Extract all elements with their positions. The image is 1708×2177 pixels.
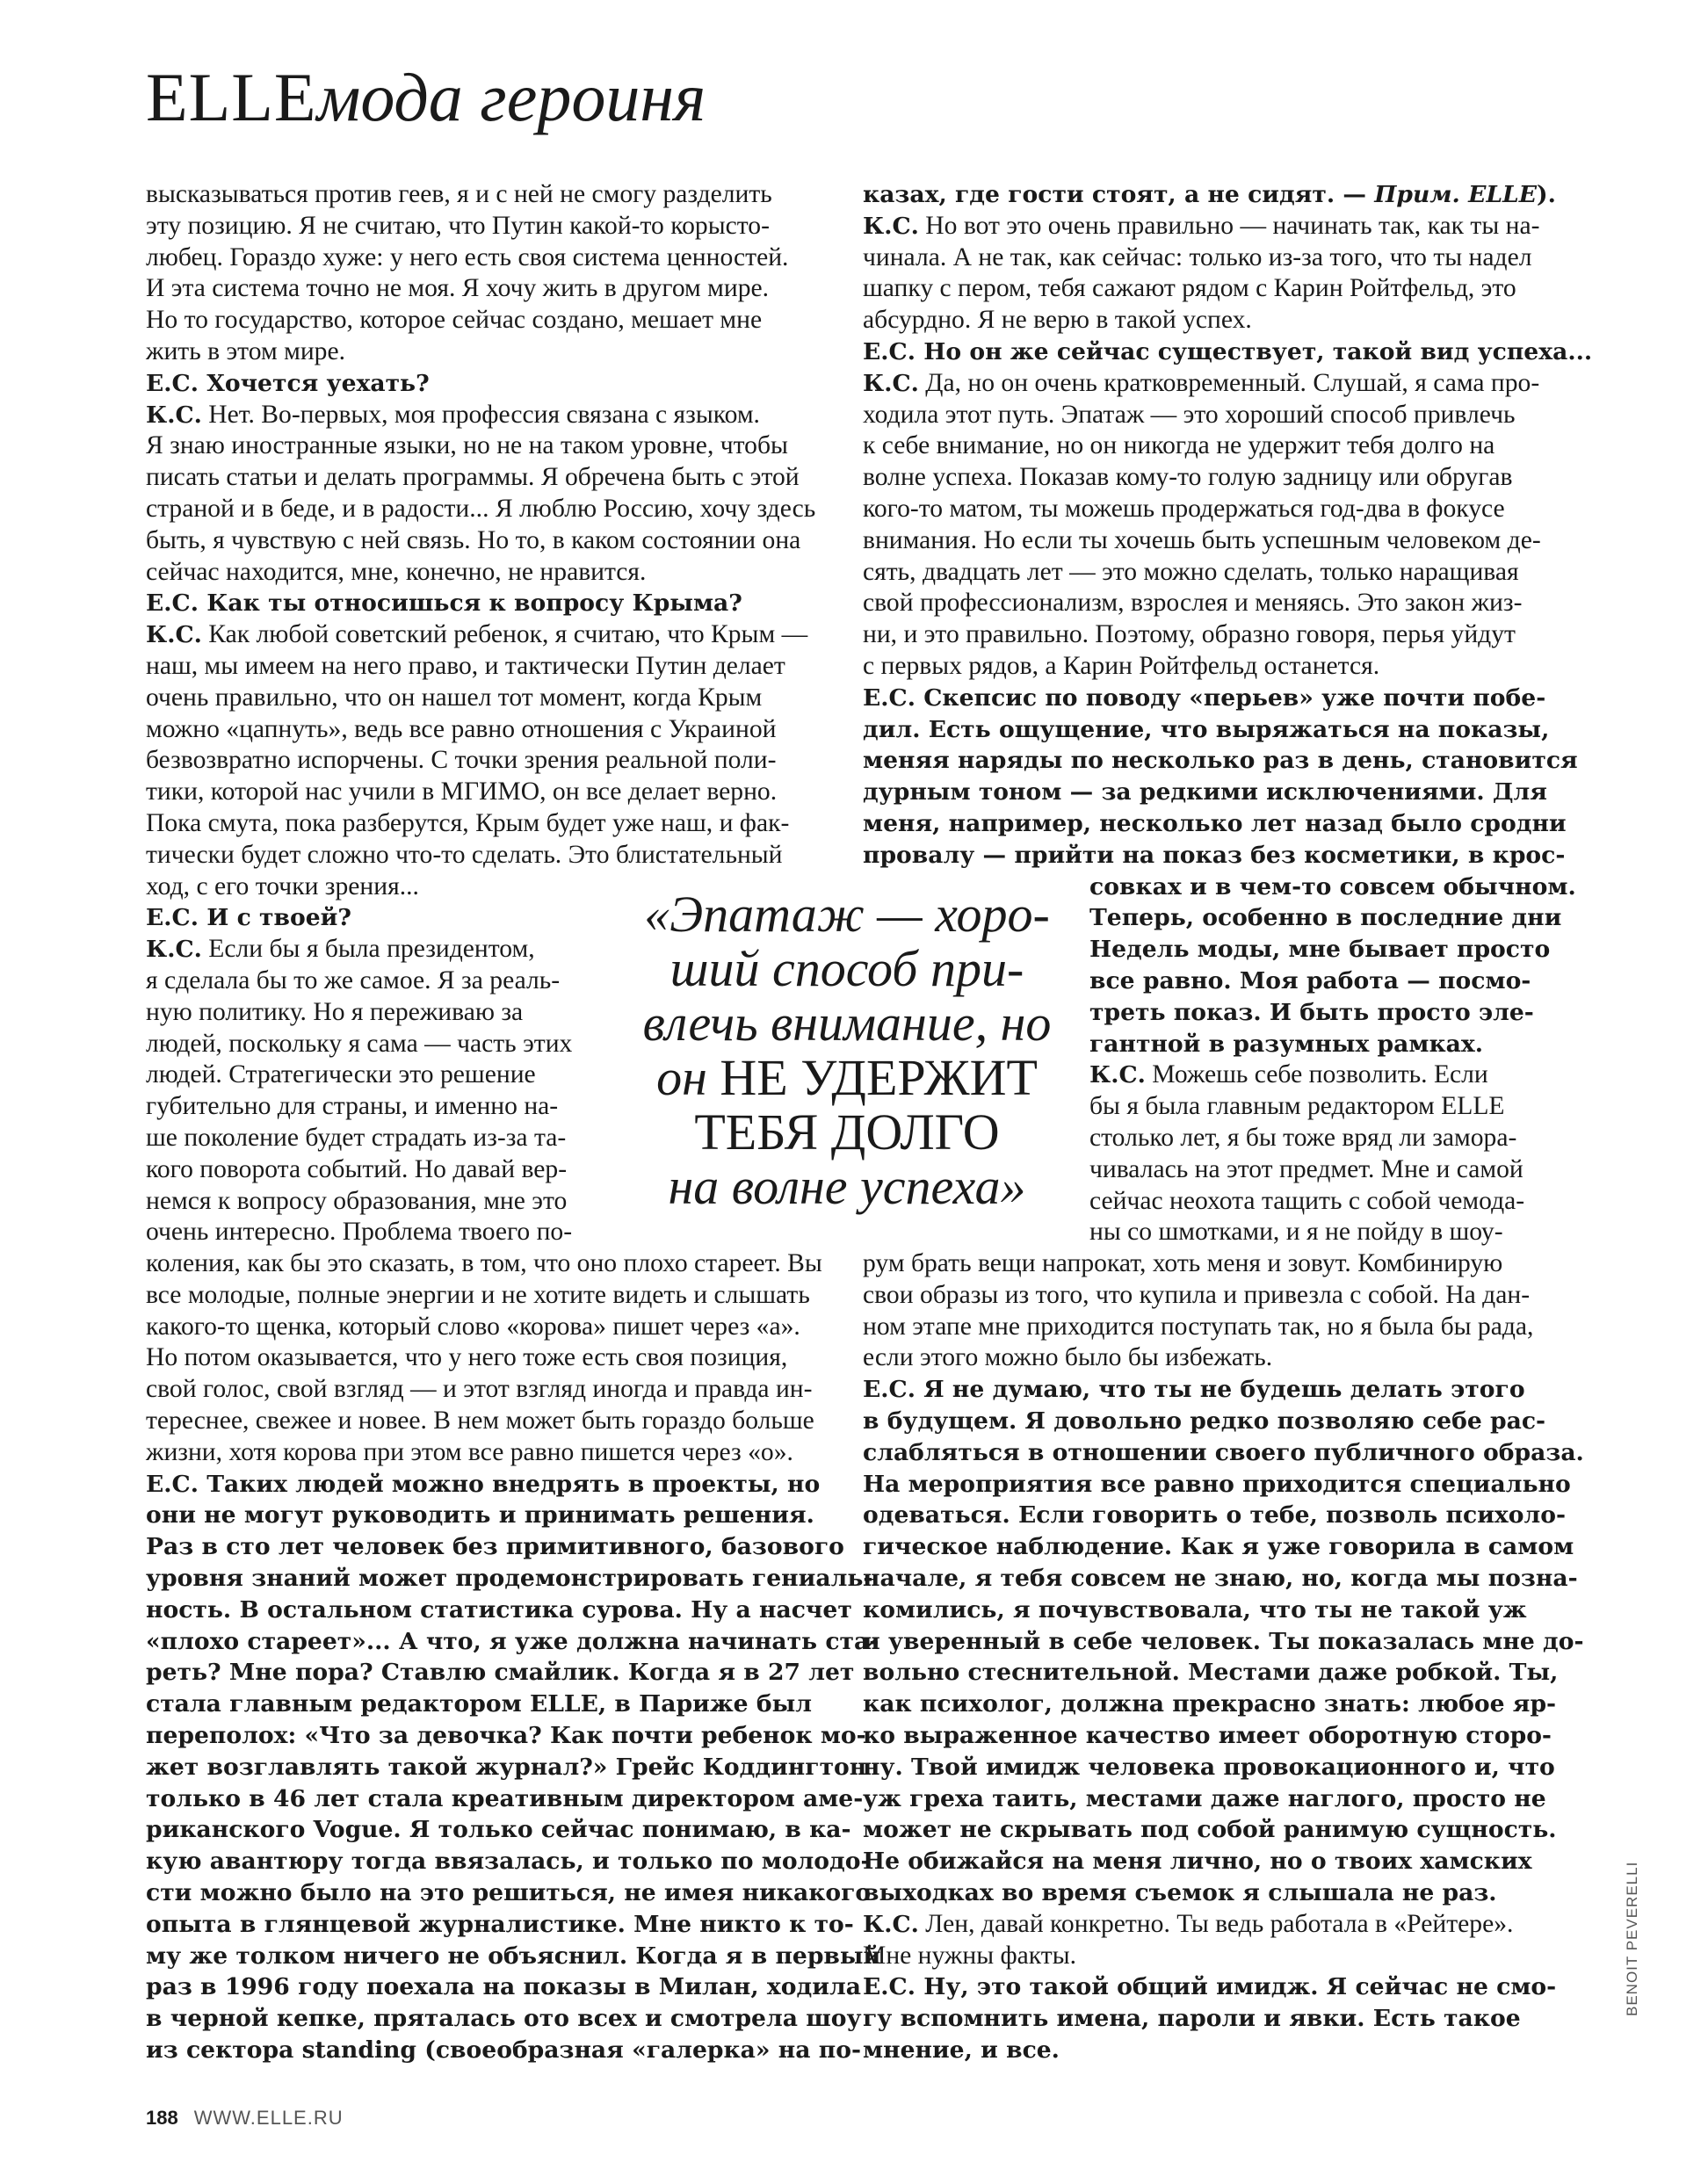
line-text: кого-то матом, ты можешь продержаться год-два в фокусе	[863, 494, 1505, 523]
line-text: опыта в глянцевой журналистике. Мне никто к то-	[146, 1910, 854, 1938]
line-text: Раз в сто лет человек без примитивного, базового	[146, 1533, 844, 1561]
line-text: ход, с его точки зрения...	[146, 872, 419, 900]
line-text: шапку с пером, тебя сажают рядом с Карин Ройтфельд, это	[863, 274, 1516, 303]
text-line	[146, 1846, 871, 1877]
line-text: бы я была главным редактором ELLE	[1089, 1092, 1505, 1121]
reply-text: Можешь себе позволить. Если	[1145, 1060, 1488, 1089]
line-text: Но потом оказывается, что у него тоже есть своя позиция,	[146, 1343, 788, 1372]
line-text: Недель моды, мне бывает просто	[1089, 936, 1551, 964]
text-line	[146, 1563, 873, 1595]
text-line	[863, 1626, 1584, 1658]
text-line	[863, 651, 1566, 683]
text-line	[863, 462, 1566, 494]
text-line	[146, 588, 840, 619]
line-text: гантной в разумных рамках.	[1089, 1030, 1484, 1058]
line-text: немся к вопросу образования, мне это	[146, 1186, 568, 1215]
text-line	[146, 1941, 881, 1972]
text-line	[863, 1374, 1566, 1406]
line-text: Мне нужны факты.	[863, 1941, 1077, 1970]
text-line	[146, 494, 840, 525]
line-text: риканского Vogue. Я только сейчас понимаю, в ка-	[146, 1816, 851, 1844]
line-text: мнение, и все.	[863, 2036, 1060, 2065]
line-text: внимания. Но если ты хочешь быть успешным человеком де-	[863, 525, 1541, 554]
text-line	[146, 1280, 840, 1312]
line-text: слабляться в отношении своего публичного образа.	[863, 1438, 1584, 1466]
speaker-label: К.С.	[146, 621, 202, 649]
text-line	[146, 619, 840, 651]
text-line	[863, 273, 1566, 305]
text-line	[146, 1500, 840, 1531]
line-text: реть? Мне пора? Ставлю смайлик. Когда я в 27 лет	[146, 1659, 855, 1687]
line-text: ше поколение будет страдать из-за та-	[146, 1123, 567, 1152]
line-text: Е.С. Скепсис по поводу «перьев» уже почти побе-	[863, 683, 1546, 712]
editor-note: Прим. ELLE	[1374, 181, 1538, 208]
line-text: переполох: «Что за девочка? Как почти ребенок мо-	[146, 1722, 866, 1750]
line-text: к себе внимание, но он никогда не удержит тебя долго на	[863, 431, 1495, 460]
line-text: Е.С. Ну, это такой общий имидж. Я сейчас не смо-	[863, 1973, 1557, 2001]
text-line	[146, 1217, 840, 1248]
line-text: чинала. А не так, как сейчас: только из-за того, что ты надел	[863, 242, 1532, 271]
line-text: людей, поскольку я сама — часть этих	[146, 1029, 573, 1058]
text-line	[863, 714, 1566, 746]
line-text: Е.С. Таких людей можно внедрять в проекты, но	[146, 1470, 821, 1498]
line-text: ко выраженное качество имеет оборотную сторо-	[863, 1722, 1552, 1750]
text-line	[146, 273, 840, 305]
line-text: раз в 1996 году поехала на показы в Милан, ходила	[146, 1973, 861, 2001]
line-text: уровня знаний может продемонстрировать гениаль-	[146, 1565, 873, 1593]
brand-logo: ELLE	[146, 59, 317, 135]
text-line	[146, 368, 840, 400]
line-text: Е.С. И с твоей?	[146, 904, 351, 932]
line-text: эту позицию. Я не считаю, что Путин какой-то корысто-	[146, 211, 770, 240]
line-text: дурным тоном — за редкими исключениями. Для	[863, 778, 1547, 806]
line-text: Е.С. Хочется уехать?	[146, 369, 430, 397]
line-text: кую авантюру тогда ввязалась, и только по молодо-	[146, 1848, 871, 1876]
reply-text: Нет. Во-первых, моя профессия связана с языком.	[201, 400, 760, 429]
text-line	[146, 305, 840, 336]
text-line	[146, 1406, 840, 1437]
line-text: одеваться. Если говорить о тебе, позволь психоло-	[863, 1501, 1567, 1530]
speaker-label: К.С.	[1089, 1061, 1146, 1089]
line-text: гу вспомнить имена, пароли и явки. Есть такое	[863, 2005, 1521, 2033]
line-text: И эта система точно не моя. Я хочу жить в другом мире.	[146, 274, 770, 303]
text-line	[863, 1657, 1566, 1689]
line-text: можно «цапнуть», ведь все равно отношения с Украиной	[146, 714, 777, 743]
text-line	[863, 557, 1566, 589]
text-line	[863, 336, 1593, 368]
text-line	[146, 211, 840, 242]
line-text: меня, например, несколько лет назад было сродни	[863, 809, 1567, 837]
text-line	[146, 683, 840, 714]
text-line	[863, 1280, 1566, 1312]
quote-line: на волне успеха»	[668, 1158, 1026, 1215]
line-text: ну. Твой имидж человека провокационного и, что	[863, 1753, 1555, 1781]
line-text: жизни, хотя корова при этом все равно пишется через «о».	[146, 1437, 793, 1466]
line-text: комились, я почувствовала, что ты не такой уж	[863, 1595, 1527, 1624]
line-text: они не могут руководить и принимать решения.	[146, 1501, 814, 1530]
text-line	[146, 1342, 840, 1374]
line-text: с первых рядов, а Карин Ройтфельд останется.	[863, 651, 1380, 680]
line-text: только в 46 лет стала креативным директором аме-	[146, 1784, 864, 1812]
page-footer	[146, 2107, 344, 2130]
line-text: тереснее, свежее и новее. В нем может быть гораздо больше	[146, 1407, 814, 1436]
text-line	[863, 683, 1566, 714]
line-text: все равно. Моя работа — посмо-	[1089, 966, 1531, 994]
reply-text: Да, но он очень кратковременный. Слушай, я сама про-	[918, 368, 1540, 397]
magazine-header	[146, 58, 706, 137]
text-line	[863, 1752, 1566, 1783]
text-line	[146, 1689, 840, 1720]
text-line	[146, 745, 840, 777]
line-text: уж греха таить, местами даже наглого, просто не	[863, 1784, 1546, 1812]
text-line	[146, 1595, 852, 1626]
text-line	[863, 1342, 1566, 1374]
text-line	[863, 211, 1566, 242]
line-text: На мероприятия все равно приходится специально	[863, 1470, 1571, 1498]
line-text: свои образы из того, что купила и привезла с собой. На дан-	[863, 1280, 1531, 1309]
line-text: ны со шмотками, и я не пойду в шоу-	[1089, 1218, 1503, 1247]
text-line	[863, 840, 1566, 872]
text-line	[863, 179, 1566, 211]
text-line	[863, 1909, 1566, 1941]
page-number: 188	[146, 2107, 178, 2129]
line-text: стала главным редактором ELLE, в Париже был	[146, 1690, 812, 1718]
line-text: свой голос, свой взгляд — и этот взгляд иногда и правда ин-	[146, 1375, 813, 1404]
line-text: страной и в беде, и в радости... Я люблю Россию, хочу здесь	[146, 494, 816, 523]
text-line	[863, 2003, 1566, 2035]
speaker-label: К.С.	[863, 212, 919, 240]
line-text: гическое наблюдение. Как я уже говорила в самом	[863, 1533, 1574, 1561]
line-text: сять, двадцать лет — это можно сделать, только наращивая	[863, 557, 1519, 586]
line-text: писать статьи и делать программы. Я обречена быть с этой	[146, 463, 800, 492]
text-line	[146, 1312, 840, 1343]
quote-line: ТЕБЯ ДОЛГО	[694, 1103, 1000, 1161]
line-text: ни, и это правильно. Поэтому, образно говоря, перья уйдут	[863, 620, 1516, 649]
reply-text: Но вот это очень правильно — начинать так, как ты на-	[918, 211, 1540, 240]
text-line	[146, 1626, 879, 1658]
line-text: и уверенный в себе человек. Ты показалась мне до-	[863, 1627, 1584, 1655]
text-line	[863, 745, 1578, 777]
text-line	[146, 651, 840, 683]
quote-line: влечь внимание, но	[642, 994, 1052, 1052]
text-line	[146, 2003, 862, 2035]
text-line	[146, 1437, 840, 1469]
line-text: очень интересно. Проблема твоего по-	[146, 1218, 573, 1247]
line-text: начале, я тебя совсем не знаю, но, когда мы позна-	[863, 1565, 1578, 1593]
reply-text: Если бы я была президентом,	[201, 935, 535, 964]
line-text: столько лет, я бы тоже вряд ли замора-	[1089, 1123, 1517, 1152]
line-text: волне успеха. Показав кому-то голую задницу или обругав	[863, 463, 1513, 492]
line-text: быть, я чувствую с ней связь. Но то, в каком состоянии она	[146, 525, 801, 554]
text-line	[863, 1720, 1566, 1752]
text-line	[146, 1531, 844, 1563]
speaker-label: К.С.	[146, 936, 202, 964]
line-text: все молодые, полные энергии и не хотите видеть и слышать	[146, 1280, 810, 1309]
line-text: любец. Гораздо хуже: у него есть своя система ценностей.	[146, 242, 789, 271]
line-text: может не скрывать под собой ранимую сущность.	[863, 1816, 1557, 1844]
site-url: WWW.ELLE.RU	[193, 2107, 344, 2129]
text-line	[146, 1374, 840, 1406]
line-text: в черной кепке, пряталась ото всех и смотрела шоу	[146, 2005, 862, 2033]
section-title: мода героиня	[316, 59, 706, 135]
line-tail: ).	[1537, 181, 1556, 208]
line-text: Пока смута, пока разберутся, Крым будет уже наш, и фак-	[146, 808, 790, 837]
line-text: сейчас неохота тащить с собой чемода-	[1089, 1186, 1525, 1215]
text-line	[863, 777, 1566, 808]
text-line	[863, 588, 1566, 619]
text-line	[863, 1406, 1566, 1437]
text-line	[146, 179, 840, 211]
line-text: как психолог, должна прекрасно знать: любое яр-	[863, 1690, 1557, 1718]
photo-credit: BENOIT PEVERELLI	[1624, 1861, 1640, 2016]
line-text: безвозвратно испорчены. С точки зрения реальной поли-	[146, 746, 777, 775]
pull-quote	[610, 887, 1084, 1214]
text-line	[146, 462, 840, 494]
line-text: какого-то щенка, который слово «корова» пишет через «а».	[146, 1312, 800, 1341]
line-text: сейчас находится, мне, конечно, не нравится.	[146, 557, 647, 586]
text-line	[863, 525, 1566, 557]
text-line	[146, 840, 840, 872]
text-line	[863, 400, 1566, 431]
text-line	[146, 1877, 872, 1909]
line-text: людей. Стратегически это решение	[146, 1060, 536, 1089]
line-text: дил. Есть ощущение, что выряжаться на показы,	[863, 715, 1550, 743]
text-line	[863, 1877, 1566, 1909]
text-line	[146, 2035, 861, 2066]
text-line	[863, 368, 1566, 400]
text-line	[863, 1217, 1566, 1248]
text-line	[863, 2035, 1566, 2066]
text-line	[863, 1563, 1578, 1595]
reply-text: Как любой советский ребенок, я считаю, что Крым —	[201, 620, 808, 649]
text-line	[146, 1657, 855, 1689]
text-line	[146, 808, 840, 840]
line-text: свой профессионализм, взрослея и меняясь. Это закон жиз-	[863, 589, 1523, 618]
text-line	[146, 1783, 864, 1815]
line-text: провалу — прийти на показ без косметики, в крос-	[863, 841, 1566, 869]
line-text: треть показ. И быть просто эле-	[1089, 998, 1534, 1026]
speaker-label: К.С.	[863, 369, 919, 397]
line-text: жить в этом мире.	[146, 336, 345, 365]
text-line	[146, 557, 840, 589]
line-text: меняя наряды по несколько раз в день, становится	[863, 747, 1578, 775]
line-text: Но то государство, которое сейчас создано, мешает мне	[146, 306, 763, 335]
line-text: коления, как бы это сказать, в том, что оно плохо стареет. Вы	[146, 1249, 822, 1278]
line-text: му же толком ничего не объяснил. Когда я в первый	[146, 1942, 881, 1970]
text-line	[863, 1469, 1571, 1501]
text-line	[863, 808, 1566, 840]
text-line	[863, 1500, 1566, 1531]
line-text: Е.С. Но он же сейчас существует, такой вид успеха...	[863, 337, 1593, 365]
text-line	[146, 400, 840, 431]
line-text: ную политику. Но я переживаю за	[146, 997, 524, 1026]
text-line	[146, 430, 840, 462]
line-text: абсурдно. Я не верю в такой успех.	[863, 306, 1252, 335]
text-line	[863, 1595, 1566, 1626]
line-text: ходила этот путь. Эпатаж — это хороший способ привлечь	[863, 400, 1516, 429]
line-text: тически будет сложно что-то сделать. Это блистательный	[146, 840, 783, 869]
text-line	[863, 619, 1566, 651]
quote-line: «Эпатаж — хоро-	[644, 886, 1050, 943]
line-text: Я знаю иностранные языки, но не на таком уровне, чтобы	[146, 431, 788, 460]
text-line	[146, 1720, 866, 1752]
text-line	[146, 1971, 861, 2003]
speaker-label: К.С.	[863, 1910, 919, 1938]
text-line	[863, 305, 1566, 336]
text-line	[146, 714, 840, 746]
line-text: вольно стеснительной. Местами даже робкой. Ты,	[863, 1659, 1559, 1687]
line-text: жет возглавлять такой журнал?» Грейс Коддингтон	[146, 1753, 867, 1781]
text-line	[863, 1814, 1566, 1846]
reply-text: Лен, давай конкретно. Ты ведь работала в «Рейтере».	[918, 1909, 1514, 1938]
line-text: совках и в чем-то совсем обычном.	[1089, 872, 1576, 900]
text-line	[863, 1941, 1566, 1972]
line-text: казах, где гости стоят, а не сидят. —	[863, 181, 1375, 208]
text-line	[863, 1846, 1566, 1877]
line-text: ность. В остальном статистика сурова. Ну а насчет	[146, 1595, 852, 1624]
text-line	[863, 1312, 1566, 1343]
text-line	[146, 1469, 840, 1501]
line-text: высказываться против геев, я и с ней не смогу разделить	[146, 180, 772, 208]
text-line	[146, 777, 840, 808]
line-text: рум брать вещи напрокат, хоть меня и зовут. Комбинирую	[863, 1249, 1503, 1278]
text-line	[863, 242, 1566, 274]
quote-line: он НЕ УДЕРЖИТ	[656, 1049, 1038, 1106]
line-text: Е.С. Как ты относишься к вопросу Крыма?	[146, 589, 742, 618]
text-line	[146, 1814, 851, 1846]
line-text: «плохо стареет»... А что, я уже должна начинать ста-	[146, 1627, 879, 1655]
text-line	[863, 430, 1566, 462]
text-line	[863, 1971, 1566, 2003]
text-line	[863, 1783, 1566, 1815]
line-text: если этого можно было бы избежать.	[863, 1343, 1273, 1372]
line-text: очень правильно, что он нашел тот момент, когда Крым	[146, 683, 763, 712]
line-text: кого поворота событий. Но давай вер-	[146, 1154, 568, 1183]
line-text: ном этапе мне приходится поступать так, но я была бы рада,	[863, 1312, 1534, 1341]
line-text: Теперь, особенно в последние дни	[1089, 904, 1562, 932]
text-line	[863, 1689, 1566, 1720]
line-text: Не обижайся на меня лично, но о твоих хамских	[863, 1848, 1532, 1876]
text-line	[863, 1531, 1574, 1563]
text-line	[863, 1437, 1584, 1469]
line-text: губительно для страны, и именно на-	[146, 1092, 559, 1121]
line-text: из сектора standing (своеобразная «галерка» на по-	[146, 2036, 861, 2065]
speaker-label: К.С.	[146, 401, 202, 429]
text-line	[146, 1752, 867, 1783]
line-text: сти можно было на это решиться, не имея никакого	[146, 1879, 872, 1907]
text-line	[146, 242, 840, 274]
text-line	[146, 336, 840, 368]
text-line	[146, 1248, 840, 1280]
line-text: в будущем. Я довольно редко позволяю себе рас-	[863, 1407, 1546, 1436]
line-text: я сделала бы то же самое. Я за реаль-	[146, 966, 561, 994]
line-text: тики, которой нас учили в МГИМО, он все делает верно.	[146, 778, 778, 806]
line-text: выходках во время съемок я слышала не раз.	[863, 1879, 1497, 1907]
quote-line: ший способ при-	[669, 940, 1024, 997]
text-line	[863, 1248, 1566, 1280]
line-text: наш, мы имеем на него право, и тактически Путин делает	[146, 651, 785, 680]
text-line	[146, 525, 840, 557]
text-line	[863, 494, 1566, 525]
text-line	[146, 1909, 854, 1941]
line-text: Е.С. Я не думаю, что ты не будешь делать этого	[863, 1376, 1525, 1404]
line-text: чивалась на этот предмет. Мне и самой	[1089, 1154, 1523, 1183]
